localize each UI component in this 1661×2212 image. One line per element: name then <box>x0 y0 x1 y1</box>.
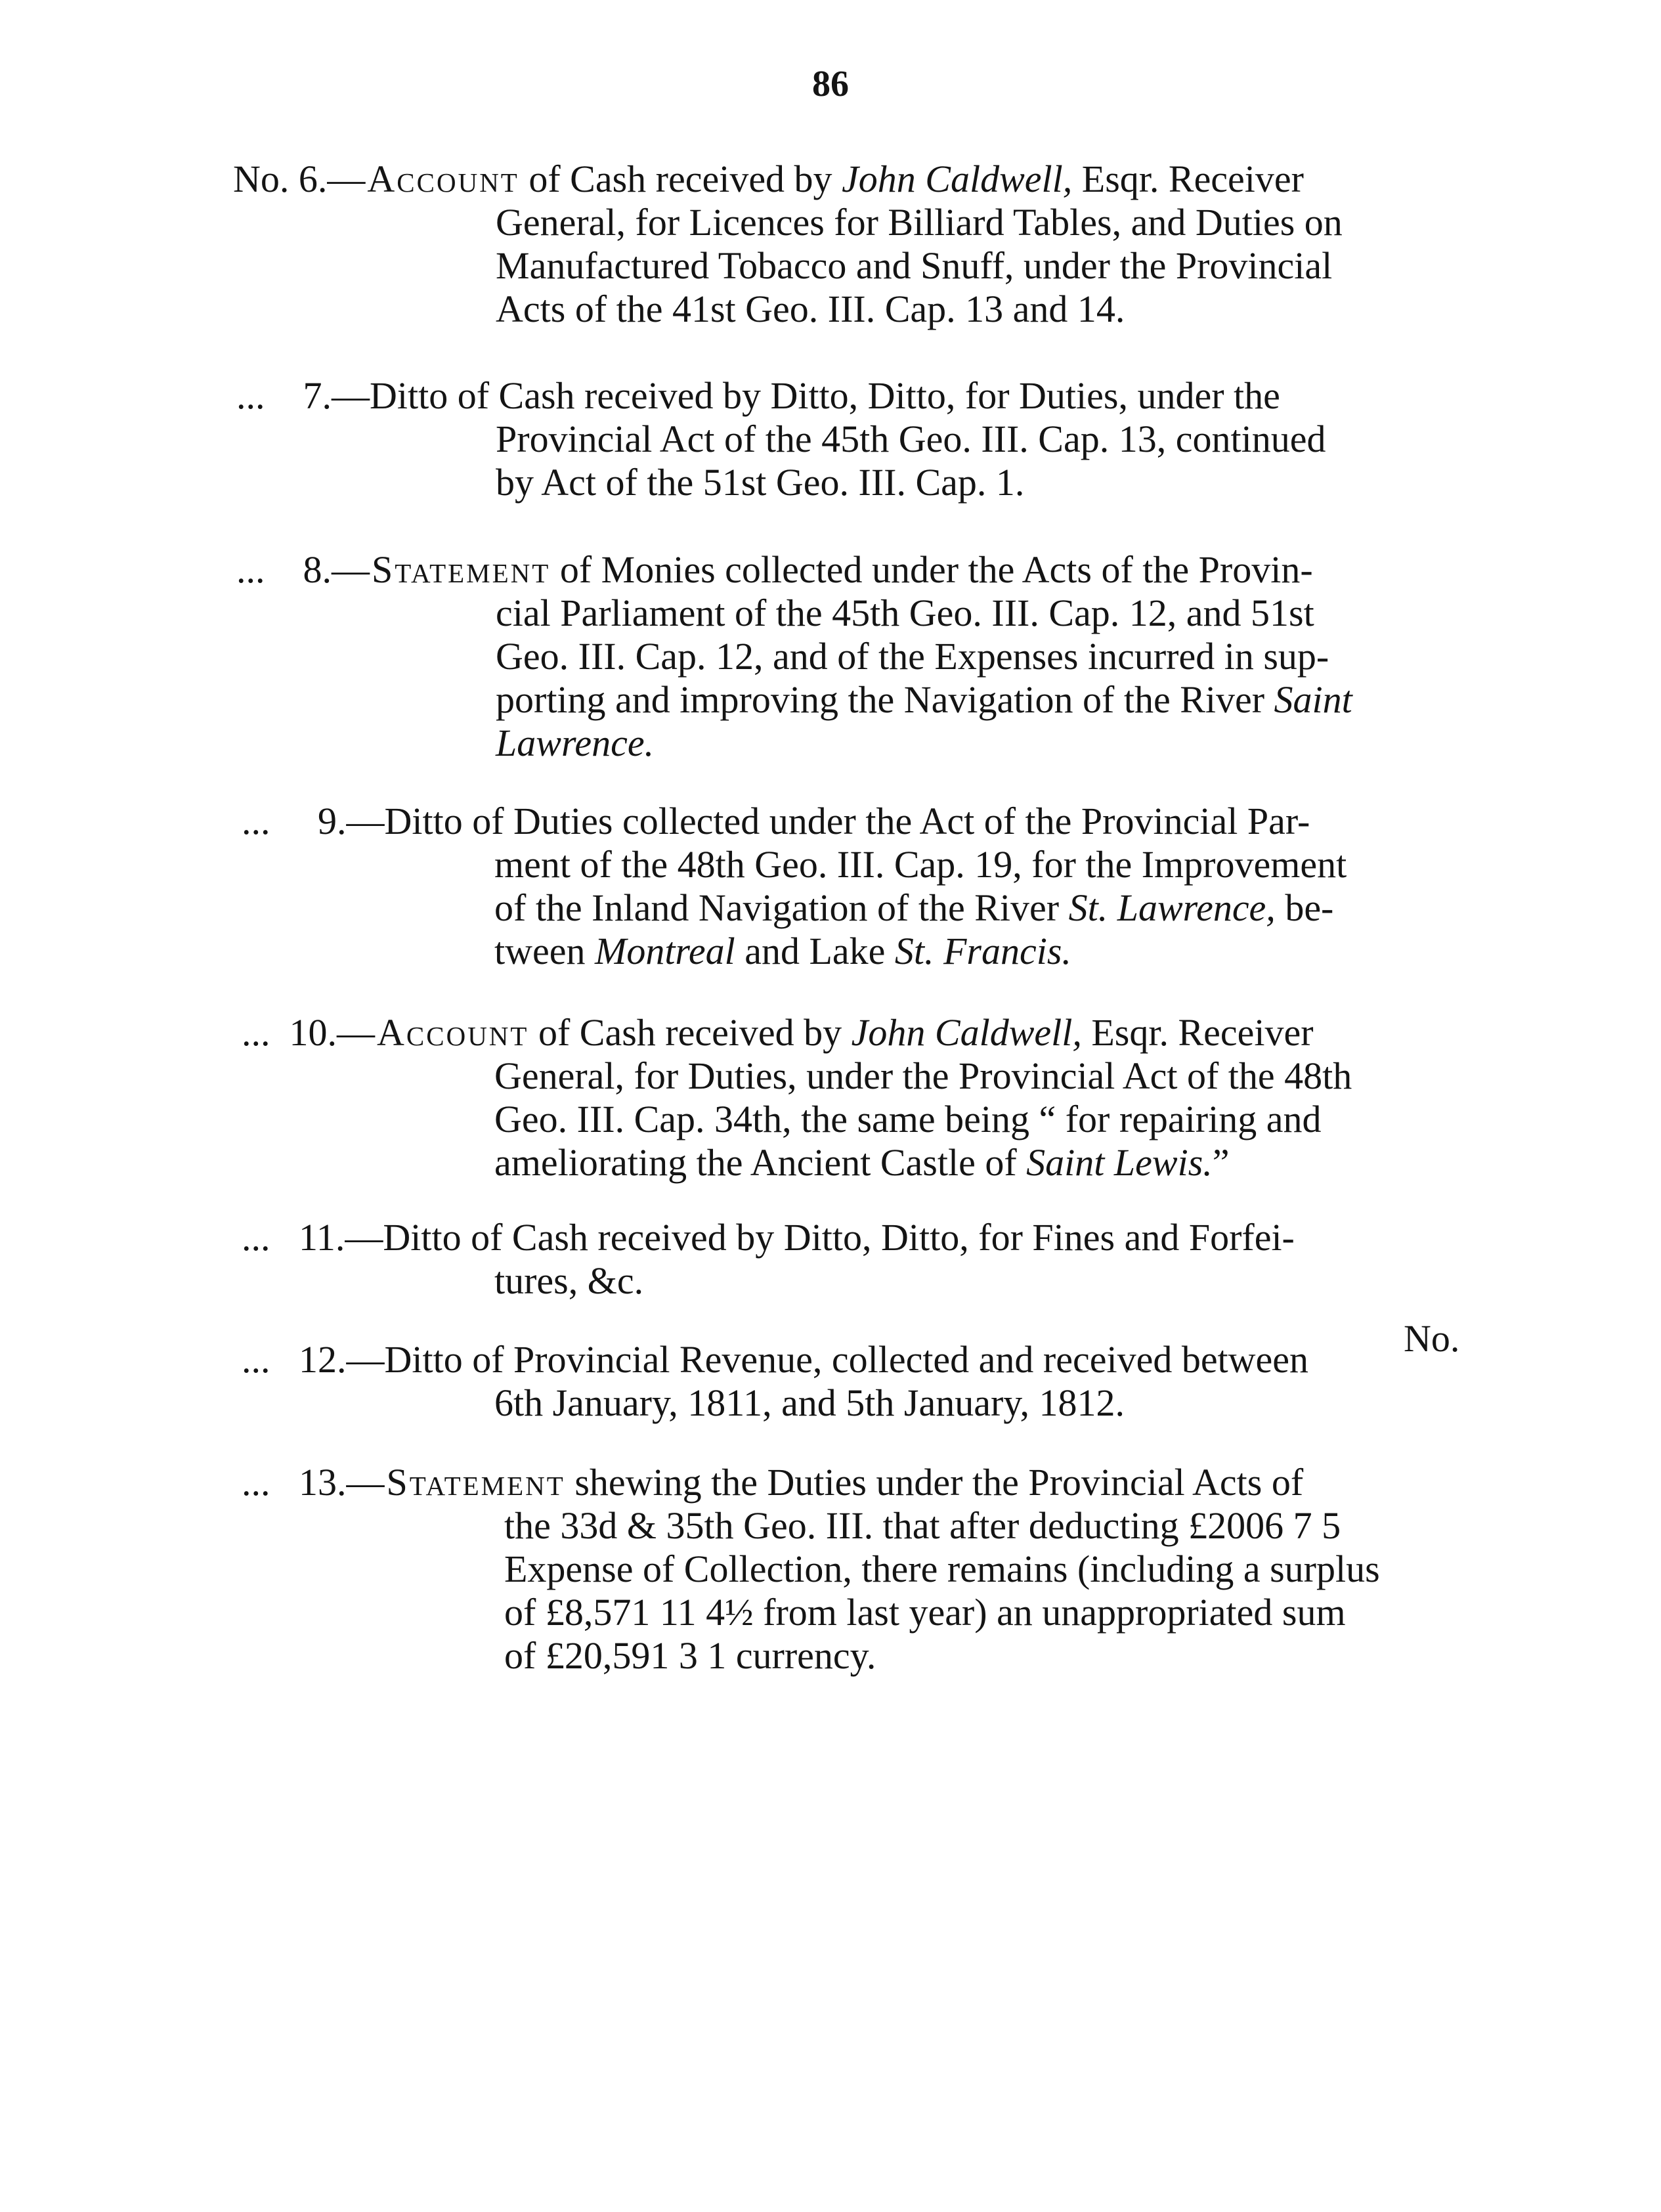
entry-10-lead: —Account <box>337 1011 529 1054</box>
entry-8-line-1 <box>236 548 1471 592</box>
entry-9-line-4-pre: tween <box>494 930 595 972</box>
entry-9-line-3-pre: of the Inland Navigation of the River <box>494 886 1069 929</box>
entry-9-line-1 <box>242 800 1476 843</box>
entry-10-line-1 <box>242 1011 1476 1054</box>
entry-11-text: —Ditto of Cash received by Ditto, Ditto, for Fines and Forfei- <box>345 1216 1295 1259</box>
entry-8 <box>236 548 1471 765</box>
entry-10 <box>242 1011 1476 1184</box>
entry-12-prefix: ... <box>242 1338 270 1381</box>
entry-10-tail: Esqr. Receiver <box>1081 1011 1314 1054</box>
entry-6-tail: Esqr. Receiver <box>1072 158 1304 200</box>
entry-7-text: —Ditto of Cash received by Ditto, Ditto, for Duties, under the <box>332 374 1280 417</box>
entry-13-line-5: of £20,591 3 1 currency. <box>504 1634 876 1677</box>
entry-6-lead: —Account <box>327 158 519 200</box>
page-number: 86 <box>812 64 849 104</box>
entry-8-lead: —Statement <box>332 548 551 591</box>
entry-13-lead: —Statement <box>346 1461 565 1504</box>
entry-6-name: John Caldwell, <box>842 158 1073 200</box>
entry-9-line-4-italic-2: St. Francis. <box>894 930 1071 972</box>
entry-10-line-2: General, for Duties, under the Provincial Act of the 48th <box>494 1054 1352 1097</box>
entry-8-line-4 <box>236 678 1471 722</box>
entry-11 <box>242 1216 1476 1303</box>
entry-8-prefix: ... <box>236 548 265 591</box>
entry-6-line-1 <box>233 158 1467 201</box>
entry-12-text: —Ditto of Provincial Revenue, collected and received between <box>346 1338 1309 1381</box>
entry-8-line-2: cial Parliament of the 45th Geo. III. Cap. 12, and 51st <box>496 592 1314 634</box>
entry-10-text: of Cash received by <box>528 1011 852 1054</box>
entry-13 <box>242 1461 1476 1678</box>
entry-6-line-4: Acts of the 41st Geo. III. Cap. 13 and 14. <box>496 288 1125 330</box>
entry-12-line-2: 6th January, 1811, and 5th January, 1812. <box>494 1381 1125 1424</box>
entry-11-line-2: tures, &c. <box>494 1259 644 1302</box>
entry-8-italic-tail: Saint <box>1274 678 1352 721</box>
entry-13-line-3: Expense of Collection, there remains (including a surplus <box>504 1548 1380 1590</box>
entry-10-prefix: ... <box>242 1011 270 1054</box>
entry-10-name: John Caldwell, <box>851 1011 1082 1054</box>
entry-10-line-4-italic: Saint Lewis. <box>1026 1141 1213 1184</box>
entry-7 <box>236 374 1471 504</box>
entry-7-line-3: by Act of the 51st Geo. III. Cap. 1. <box>496 461 1025 504</box>
entry-12 <box>242 1338 1476 1425</box>
entry-6-prefix: No. <box>233 158 290 200</box>
entry-9-number: 9. <box>318 800 347 842</box>
entry-13-line-1 <box>242 1461 1476 1504</box>
entry-9 <box>242 800 1476 973</box>
entry-7-line-2: Provincial Act of the 45th Geo. III. Cap. 13, continued <box>496 418 1326 460</box>
entry-7-number: 7. <box>303 374 332 417</box>
entry-9-line-3 <box>242 886 1476 930</box>
entry-6-line-2: General, for Licences for Billiard Tables, and Duties on <box>496 201 1343 244</box>
entry-9-line-4-mid: and Lake <box>735 930 895 972</box>
entry-12-number: 12. <box>299 1338 347 1381</box>
entry-8-text: of Monies collected under the Acts of the Provin- <box>550 548 1313 591</box>
entry-7-prefix: ... <box>236 374 265 417</box>
entry-13-prefix: ... <box>242 1461 270 1504</box>
entry-9-text: —Ditto of Duties collected under the Act of the Provincial Par- <box>346 800 1310 842</box>
entry-9-prefix: ... <box>242 800 270 842</box>
entry-13-line-2: the 33d & 35th Geo. III. that after deducting £2006 7 5 <box>504 1504 1341 1547</box>
entry-11-number: 11. <box>299 1216 345 1259</box>
entry-10-line-3: Geo. III. Cap. 34th, the same being “ for repairing and <box>494 1098 1322 1140</box>
entry-10-line-4-post: ” <box>1212 1141 1230 1184</box>
entry-8-line-3: Geo. III. Cap. 12, and of the Expenses incurred in sup- <box>496 635 1329 678</box>
entry-10-line-4-pre: ameliorating the Ancient Castle of <box>494 1141 1027 1184</box>
entry-9-line-3-post: be- <box>1275 886 1334 929</box>
entry-10-line-4 <box>242 1141 1476 1184</box>
entry-13-line-4: of £8,571 11 4½ from last year) an unappropriated sum <box>504 1591 1346 1634</box>
entry-12-line-1 <box>242 1338 1476 1381</box>
entry-11-line-1 <box>242 1216 1476 1259</box>
entry-10-number: 10. <box>289 1011 337 1054</box>
entry-6-text: of Cash received by <box>519 158 842 200</box>
entry-6-number: 6. <box>298 158 328 200</box>
entry-9-line-4 <box>242 930 1476 973</box>
entry-9-line-4-italic-1: Montreal <box>595 930 735 972</box>
entry-8-line-5: Lawrence. <box>496 722 655 764</box>
entry-9-line-3-italic: St. Lawrence, <box>1068 886 1276 929</box>
entry-13-number: 13. <box>299 1461 347 1504</box>
entry-13-text: shewing the Duties under the Provincial Acts of <box>565 1461 1304 1504</box>
entry-8-line-4-text: porting and improving the Navigation of the River <box>496 678 1274 721</box>
entry-6 <box>233 158 1467 331</box>
entry-7-line-1 <box>236 374 1471 418</box>
entry-9-line-2: ment of the 48th Geo. III. Cap. 19, for the Improvement <box>494 843 1347 886</box>
entry-8-number: 8. <box>303 548 332 591</box>
entry-11-prefix: ... <box>242 1216 270 1259</box>
entry-6-line-3: Manufactured Tobacco and Snuff, under the Provincial <box>496 244 1333 287</box>
catchword: No. <box>1404 1317 1460 1360</box>
